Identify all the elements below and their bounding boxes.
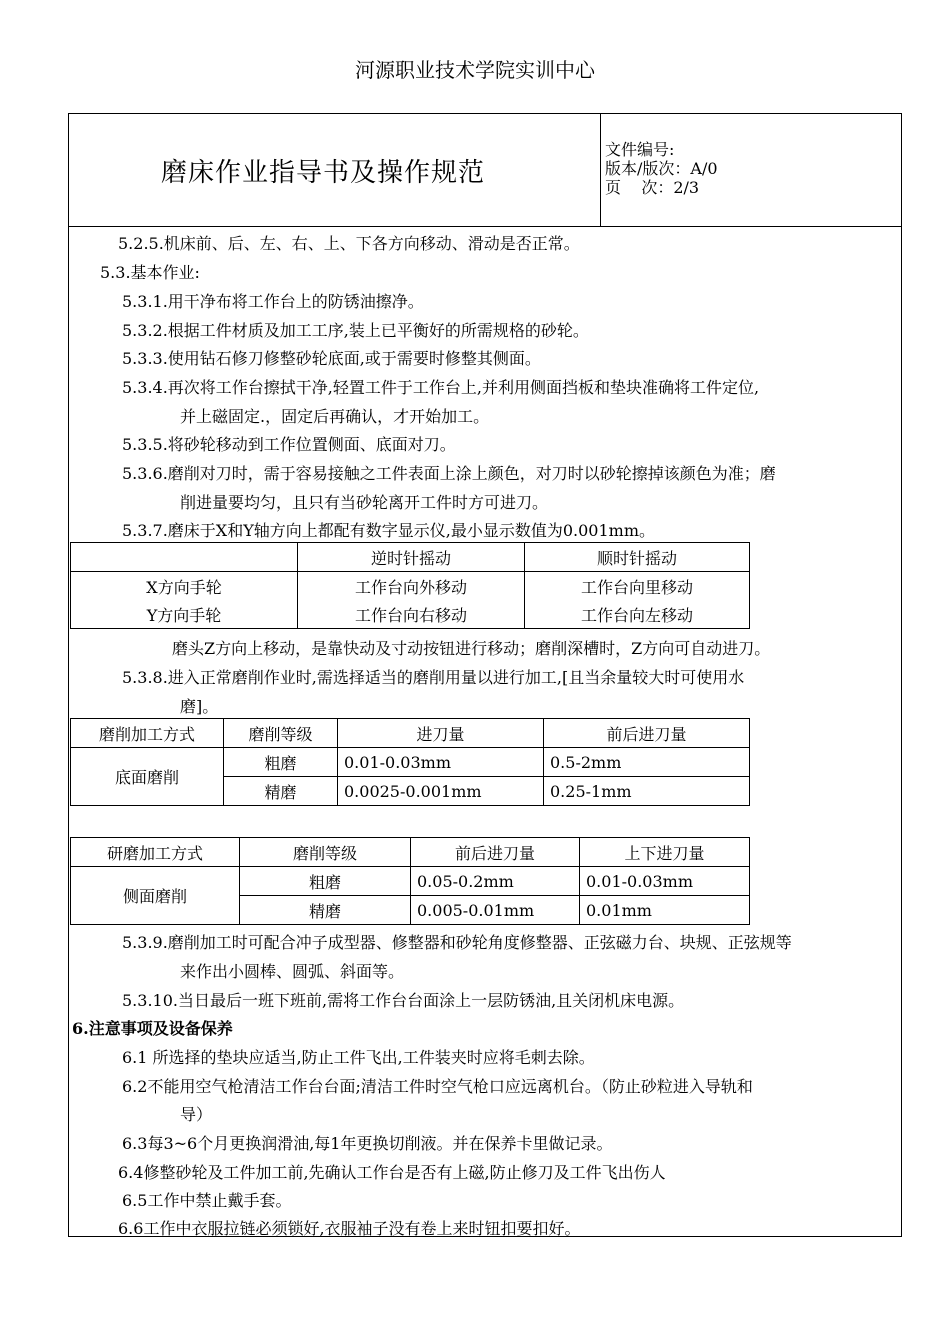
- file-number: 文件编号:: [605, 140, 675, 159]
- item-6-6: 6.6工作中衣服拉链必须锁好,衣服袖子没有卷上来时钮扣要扣好。: [118, 1219, 581, 1238]
- item-5-3-3: 5.3.3.使用钻石修刀修整砂轮底面,或于需要时修整其侧面。: [122, 349, 541, 368]
- item-5-3-6-cont: 削进量要均匀，且只有当砂轮离开工件时方可进刀。: [180, 493, 549, 512]
- table-cell: 0.25-1mm: [544, 777, 750, 806]
- table-header-cell: 研磨加工方式: [71, 838, 240, 867]
- table-header-cell: 逆时针摇动: [298, 543, 525, 572]
- handwheel-table: [70, 542, 750, 629]
- version: 版本/版次：A/0: [605, 159, 718, 178]
- z-axis-note: 磨头Z方向上移动，是靠快动及寸动按钮进行移动；磨削深槽时，Z方向可自动进刀。: [172, 639, 771, 658]
- table-cell: 0.01-0.03mm: [338, 748, 544, 777]
- document-meta: [600, 114, 901, 226]
- item-6-2-cont: 导）: [180, 1105, 213, 1124]
- table-cell: 精磨: [240, 896, 411, 925]
- table-cell: 0.005-0.01mm: [411, 896, 580, 925]
- item-5-3-4: 5.3.4.再次将工作台擦拭干净,轻置工件于工作台上,并利用侧面挡板和垫块准确将工件定位,: [122, 378, 760, 397]
- table-cell: 0.5-2mm: [544, 748, 750, 777]
- table-header-cell: [71, 543, 298, 572]
- item-5-3-10: 5.3.10.当日最后一班下班前,需将工作台台面涂上一层防锈油,且关闭机床电源。: [122, 991, 685, 1010]
- item-5-3-2: 5.3.2.根据工件材质及加工工序,装上已平衡好的所需规格的砂轮。: [122, 321, 589, 340]
- table-header-cell: 顺时针摇动: [525, 543, 750, 572]
- section-5-3: 5.3.基本作业:: [100, 263, 200, 282]
- section-6-heading: 6.注意事项及设备保养: [72, 1019, 233, 1038]
- item-5-3-1: 5.3.1.用干净布将工作台上的防锈油擦净。: [122, 292, 424, 311]
- item-5-2-5: 5.2.5.机床前、后、左、右、上、下各方向移动、滑动是否正常。: [118, 234, 580, 253]
- table-cell-method: 侧面磨削: [71, 867, 240, 925]
- table-cell: 工作台向外移动: [298, 572, 525, 601]
- table-cell: 0.01mm: [580, 896, 750, 925]
- document-title: 磨床作业指导书及操作规范: [161, 158, 486, 188]
- table-cell: 工作台向里移动: [525, 572, 750, 601]
- table-header-cell: 磨削加工方式: [71, 719, 224, 748]
- item-5-3-8: 5.3.8.进入正常磨削作业时,需选择适当的磨削用量以进行加工,[且当余量较大时可使用水: [122, 668, 745, 687]
- item-5-3-9: 5.3.9.磨削加工时可配合冲子成型器、修整器和砂轮角度修整器、正弦磁力台、块规、正弦规等: [122, 933, 792, 952]
- table-cell: 工作台向右移动: [298, 600, 525, 629]
- table-cell: 粗磨: [240, 867, 411, 896]
- item-5-3-9-cont: 来作出小圆棒、圆弧、斜面等。: [180, 962, 405, 981]
- item-5-3-7: 5.3.7.磨床于X和Y轴方向上都配有数字显示仪,最小显示数值为0.001mm。: [122, 521, 655, 540]
- table-cell: 精磨: [224, 777, 338, 806]
- institution-header: 河源职业技术学院实训中心: [355, 58, 595, 82]
- table-cell: 0.0025-0.001mm: [338, 777, 544, 806]
- table-header-cell: 磨削等级: [240, 838, 411, 867]
- item-5-3-5: 5.3.5.将砂轮移动到工作位置侧面、底面对刀。: [122, 435, 456, 454]
- item-6-3: 6.3每3~6个月更换润滑油,每1年更换切削液。并在保养卡里做记录。: [122, 1134, 613, 1153]
- title-row: [69, 114, 901, 227]
- table-header-cell: 上下进刀量: [580, 838, 750, 867]
- table-header-cell: 前后进刀量: [411, 838, 580, 867]
- side-grinding-table: [70, 837, 750, 925]
- bottom-grinding-table: [70, 718, 750, 806]
- item-6-5: 6.5工作中禁止戴手套。: [122, 1191, 292, 1210]
- item-5-3-8-cont: 磨]。: [180, 697, 219, 716]
- table-cell: Y方向手轮: [71, 600, 298, 629]
- item-6-1: 6.1 所选择的垫块应适当,防止工件飞出,工件装夹时应将毛刺去除。: [122, 1048, 595, 1067]
- table-cell: 0.05-0.2mm: [411, 867, 580, 896]
- item-5-3-6: 5.3.6.磨削对刀时，需于容易接触之工件表面上涂上颜色，对刀时以砂轮擦掉该颜色为准；磨: [122, 464, 776, 483]
- table-cell: 工作台向左移动: [525, 600, 750, 629]
- table-header-cell: 进刀量: [338, 719, 544, 748]
- table-cell: 粗磨: [224, 748, 338, 777]
- table-cell: 0.01-0.03mm: [580, 867, 750, 896]
- item-5-3-4-cont: 并上磁固定.，固定后再确认，才开始加工。: [180, 407, 490, 426]
- item-6-2: 6.2不能用空气枪清洁工作台台面;清洁工件时空气枪口应远离机台。（防止砂粒进入导轨和: [122, 1077, 753, 1096]
- item-6-4: 6.4修整砂轮及工件加工前,先确认工作台是否有上磁,防止修刀及工件飞出伤人: [118, 1163, 666, 1182]
- table-cell-method: 底面磨削: [71, 748, 224, 806]
- page-number: 页 次：2/3: [605, 178, 700, 197]
- table-cell: X方向手轮: [71, 572, 298, 601]
- table-header-cell: 前后进刀量: [544, 719, 750, 748]
- table-header-cell: 磨削等级: [224, 719, 338, 748]
